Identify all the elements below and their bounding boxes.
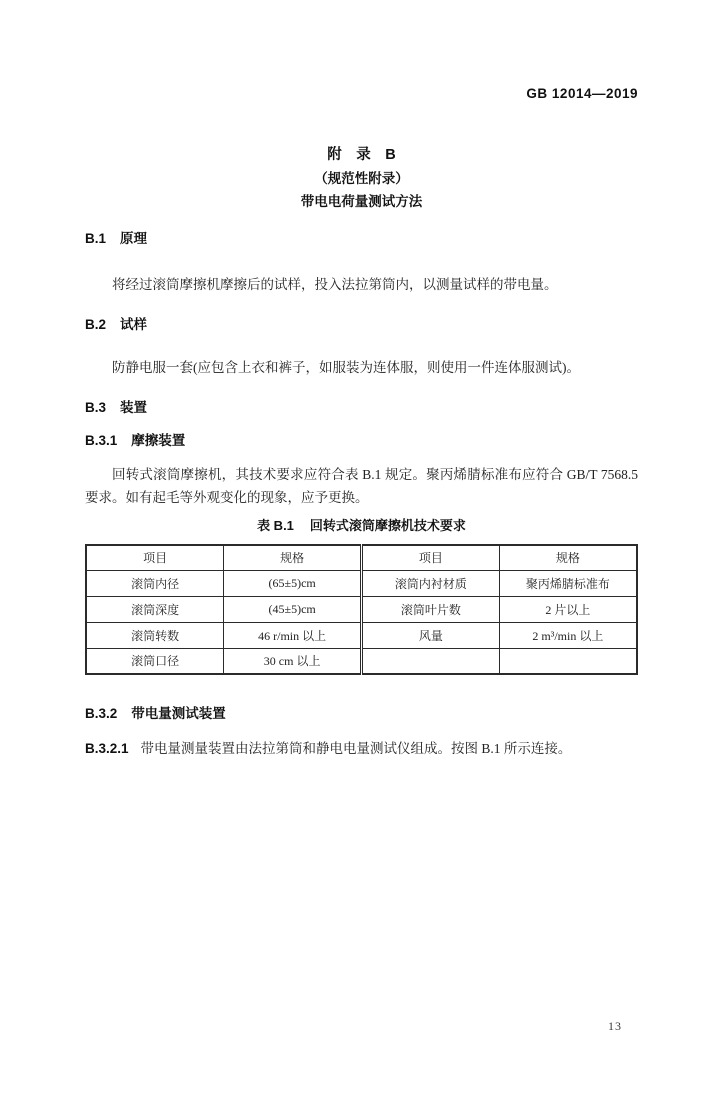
clause-b321 <box>85 737 638 760</box>
section-title: 装置 <box>120 400 148 415</box>
spec-table <box>85 544 638 675</box>
section-b31-paragraph: 回转式滚筒摩擦机，其技术要求应符合表 B.1 规定。聚丙烯腈标准布应符合 GB/T 7568.5 要求。如有起毛等外观变化的现象，应予更换。 <box>85 467 638 505</box>
table-cell: 滚筒内径 <box>86 570 224 596</box>
table-header-row <box>86 545 637 570</box>
table-header-cell: 规格 <box>224 545 362 570</box>
table-header-cell: 项目 <box>362 545 500 570</box>
page-number: 13 <box>608 1019 622 1033</box>
page-content <box>85 86 638 760</box>
section-heading-b2 <box>85 316 638 334</box>
table-cell: 30 cm 以上 <box>224 648 362 674</box>
table-cell: 滚筒口径 <box>86 648 224 674</box>
appendix-title: 附 录 B <box>327 147 396 163</box>
section-number: B.3.2 <box>85 706 118 721</box>
table-row <box>86 570 637 596</box>
section-heading-b31 <box>85 432 638 450</box>
table-caption-label: 表 B.1 <box>257 518 294 533</box>
section-title: 带电量测试装置 <box>131 706 226 721</box>
table-cell: 滚筒转数 <box>86 622 224 648</box>
document-page <box>0 86 720 1104</box>
appendix-subject-title: 带电电荷量测试方法 <box>300 194 423 209</box>
table-cell: 聚丙烯腈标准布 <box>499 570 637 596</box>
table-caption <box>85 517 638 534</box>
table-row <box>86 596 637 622</box>
table-cell: 2 m³/min 以上 <box>499 622 637 648</box>
clause-text: 带电量测量装置由法拉第筒和静电电量测试仪组成。按图 B.1 所示连接。 <box>140 741 572 756</box>
section-heading-b3 <box>85 399 638 417</box>
table-cell: 46 r/min 以上 <box>224 622 362 648</box>
table-cell: 滚筒深度 <box>86 596 224 622</box>
table-cell <box>362 648 500 674</box>
clause-number: B.3.2.1 <box>85 741 129 756</box>
section-number: B.3.1 <box>85 433 118 448</box>
table-cell: 滚筒叶片数 <box>362 596 500 622</box>
section-b1-paragraph: 将经过滚筒摩擦机摩擦后的试样，投入法拉第筒内，以测量试样的带电量。 <box>112 277 558 292</box>
section-title: 试样 <box>120 317 148 332</box>
section-title: 摩擦装置 <box>131 433 186 448</box>
table-cell: 2 片以上 <box>499 596 637 622</box>
section-heading-b32 <box>85 705 638 723</box>
appendix-normative-label: （规范性附录） <box>314 171 409 186</box>
table-header-cell: 规格 <box>499 545 637 570</box>
table-cell: (65±5)cm <box>224 570 362 596</box>
section-number: B.3 <box>85 400 107 415</box>
table-cell: (45±5)cm <box>224 596 362 622</box>
section-heading-b1 <box>85 230 638 248</box>
table-cell <box>499 648 637 674</box>
table-row <box>86 622 637 648</box>
table-row <box>86 648 637 674</box>
section-number: B.1 <box>85 231 107 246</box>
section-b2-paragraph: 防静电服一套(应包含上衣和裤子，如服装为连体服，则使用一件连体服测试)。 <box>112 360 580 375</box>
table-caption-text: 回转式滚筒摩擦机技术要求 <box>309 518 466 533</box>
table-cell: 滚筒内衬材质 <box>362 570 500 596</box>
standard-number: GB 12014—2019 <box>526 86 638 101</box>
table-header-cell: 项目 <box>86 545 224 570</box>
section-number: B.2 <box>85 317 107 332</box>
section-title: 原理 <box>120 231 148 246</box>
appendix-title-block <box>85 144 638 213</box>
table-cell: 风量 <box>362 622 500 648</box>
